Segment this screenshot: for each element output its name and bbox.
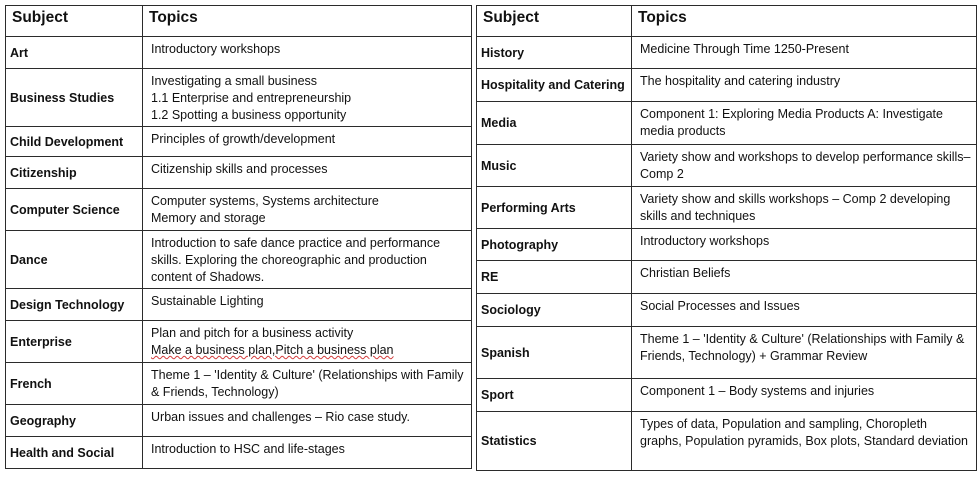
topics-cell: Types of data, Population and sampling, Choropleth graphs, Population pyramids, Box plots, Standard deviation xyxy=(632,412,977,471)
subject-cell: Child Development xyxy=(6,127,143,157)
table-row xyxy=(477,187,977,229)
table-row xyxy=(6,363,472,405)
table-row xyxy=(6,289,472,321)
topics-cell: Sustainable Lighting xyxy=(143,289,472,321)
topics-cell: Social Processes and Issues xyxy=(632,294,977,327)
topics-cell: Citizenship skills and processes xyxy=(143,157,472,189)
topics-cell: Variety show and skills workshops – Comp 2 developing skills and techniques xyxy=(632,187,977,229)
topics-cell: Introductory workshops xyxy=(143,37,472,69)
subject-cell: Music xyxy=(477,145,632,187)
topics-cell: Urban issues and challenges – Rio case study. xyxy=(143,405,472,437)
table-row xyxy=(477,37,977,69)
table-row xyxy=(477,229,977,261)
subject-cell: Art xyxy=(6,37,143,69)
table-row xyxy=(6,69,472,127)
table-row xyxy=(477,294,977,327)
table-row xyxy=(477,102,977,145)
table-row xyxy=(6,157,472,189)
table-row xyxy=(6,437,472,469)
topics-cell: Variety show and workshops to develop performance skills– Comp 2 xyxy=(632,145,977,187)
topics-cell: Computer systems, Systems architecture Memory and storage xyxy=(143,189,472,231)
left-subjects-table xyxy=(5,5,472,469)
header-topics: Topics xyxy=(143,6,472,37)
table-row xyxy=(6,405,472,437)
table-row xyxy=(477,69,977,102)
table-row xyxy=(6,37,472,69)
subject-cell: Statistics xyxy=(477,412,632,471)
subject-cell: Sociology xyxy=(477,294,632,327)
header-row xyxy=(6,6,472,37)
topics-cell: Introduction to safe dance practice and performance skills. Exploring the choreographic and production content of Shadows. xyxy=(143,231,472,289)
subject-cell: Spanish xyxy=(477,327,632,379)
subject-cell: Computer Science xyxy=(6,189,143,231)
topics-cell: Theme 1 – 'Identity & Culture' (Relationships with Family & Friends, Technology) + Grammar Review xyxy=(632,327,977,379)
topics-cell: Principles of growth/development xyxy=(143,127,472,157)
subject-cell: Design Technology xyxy=(6,289,143,321)
subject-cell: Health and Social xyxy=(6,437,143,469)
subject-cell: RE xyxy=(477,261,632,294)
subject-cell: History xyxy=(477,37,632,69)
subject-cell: Media xyxy=(477,102,632,145)
header-subject: Subject xyxy=(477,6,632,37)
topics-cell: Theme 1 – 'Identity & Culture' (Relationships with Family & Friends, Technology) xyxy=(143,363,472,405)
topics-cell: Introductory workshops xyxy=(632,229,977,261)
subject-cell: Dance xyxy=(6,231,143,289)
topics-cell: Introduction to HSC and life-stages xyxy=(143,437,472,469)
table-row xyxy=(477,379,977,412)
header-row xyxy=(477,6,977,37)
subject-cell: Enterprise xyxy=(6,321,143,363)
topics-cell: The hospitality and catering industry xyxy=(632,69,977,102)
topics-cell: Component 1: Exploring Media Products A: Investigate media products xyxy=(632,102,977,145)
topics-cell: Plan and pitch for a business activity Make a business plan,Pitch a business plan xyxy=(143,321,472,363)
subject-cell: Business Studies xyxy=(6,69,143,127)
table-row xyxy=(6,231,472,289)
subject-cell: Hospitality and Catering xyxy=(477,69,632,102)
table-row xyxy=(477,327,977,379)
header-topics: Topics xyxy=(632,6,977,37)
subject-cell: Performing Arts xyxy=(477,187,632,229)
topics-cell: Medicine Through Time 1250-Present xyxy=(632,37,977,69)
topics-cell: Investigating a small business 1.1 Enterprise and entrepreneurship 1.2 Spotting a business opportunity xyxy=(143,69,472,127)
topics-cell: Christian Beliefs xyxy=(632,261,977,294)
table-row xyxy=(477,145,977,187)
topics-cell: Component 1 – Body systems and injuries xyxy=(632,379,977,412)
table-row xyxy=(6,127,472,157)
subject-cell: Geography xyxy=(6,405,143,437)
table-row xyxy=(477,412,977,471)
table-row xyxy=(477,261,977,294)
header-subject: Subject xyxy=(6,6,143,37)
subject-cell: French xyxy=(6,363,143,405)
table-row xyxy=(6,321,472,363)
right-subjects-table xyxy=(476,5,977,471)
table-row xyxy=(6,189,472,231)
subject-cell: Citizenship xyxy=(6,157,143,189)
subject-cell: Sport xyxy=(477,379,632,412)
subject-cell: Photography xyxy=(477,229,632,261)
